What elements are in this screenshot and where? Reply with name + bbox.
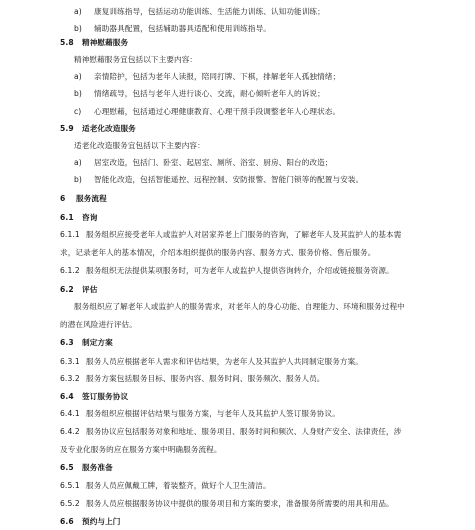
section-heading [60,517,120,527]
section-heading [60,463,113,473]
clause-text: 服务组织应根据评估结果与服务方案，与老年人及其监护人签订服务协议。 [86,409,340,418]
section-title: 精神慰藉服务 [82,38,129,47]
section-number: 6.3 [60,338,74,347]
section-title: 服务流程 [76,194,107,203]
continuation-text: 及专业化服务的应在服务方案中明确服务流程。 [60,445,222,454]
section-title: 制定方案 [82,338,113,347]
paragraph [74,55,197,65]
clause-text: 服务人员应佩戴工牌，着装整齐，做好个人卫生清洁。 [86,481,271,490]
section-number: 6.1 [60,213,74,222]
clause-text: 服务人员应根据服务协议中提供的服务项目和方案的要求，准备服务所需要的用具和用品。 [86,499,394,508]
paragraph-continuation [60,248,375,258]
clause [60,357,363,367]
list-item [74,175,363,185]
section-title: 预约与上门 [82,517,121,526]
clause [60,266,394,276]
clause-number: 6.3.1 [60,357,80,366]
section-number: 6.6 [60,517,74,526]
clause-number: 6.5.2 [60,499,80,508]
clause-number: 6.4.1 [60,409,80,418]
paragraph-continuation [60,445,222,455]
section-title: 评估 [82,285,98,294]
section-heading [60,285,97,295]
clause-number: 6.5.1 [60,481,80,490]
section-heading [60,38,128,48]
section-number: 5.8 [60,38,74,47]
continuation-text: 求，记录老年人的基本情况，介绍本组织提供的服务内容、服务方式、服务价格、售后服务。 [60,248,376,257]
clause-number: 6.3.2 [60,374,80,383]
list-item-text: 辅助器具配置，包括辅助器具适配和使用训练指导。 [94,24,271,33]
list-item-text: 智能化改造，包括智能遥控、远程控制、安防报警、智能门锁等的配置与安装。 [94,175,364,184]
list-item [74,24,271,34]
list-item-text: 康复训练指导，包括运动功能训练、生活能力训练、认知功能训练； [94,7,325,16]
section-heading [60,124,136,134]
clause-number: 6.4.2 [60,427,80,436]
section-number: 6.4 [60,392,74,401]
list-item [74,72,340,82]
list-item-text: 情绪疏导，包括与老年人进行谈心、交流，耐心倾听老年人的诉说； [94,89,325,98]
clause-number: 6.1.2 [60,266,80,275]
clause-number: 6.1.1 [60,230,80,239]
list-item [74,89,325,99]
section-title: 服务准备 [82,463,113,472]
list-marker: b) [74,175,82,184]
section-title: 适老化改造服务 [82,124,136,133]
paragraph-text: 精神慰藉服务宜包括以下主要内容： [74,55,198,64]
clause-text: 服务人员应根据老年人需求和评估结果，为老年人及其监护人共同制定服务方案。 [86,357,363,366]
list-marker: a) [74,158,82,167]
section-heading [60,194,107,204]
section-title: 签订服务协议 [82,392,129,401]
list-item [74,7,325,17]
list-marker: a) [74,72,82,81]
clause-text: 服务组织无法提供某项服务时，可为老年人或监护人提供咨询转介，介绍或链接服务资源。 [86,266,394,275]
section-number: 6.2 [60,285,74,294]
paragraph [74,302,405,312]
clause [60,230,401,240]
list-item-text: 居室改造，包括门、卧室、起居室、厕所、浴室、厨房、阳台的改造； [94,158,333,167]
section-number: 6 [60,194,66,203]
paragraph-continuation [60,320,137,330]
section-heading [60,213,97,223]
section-number: 6.5 [60,463,74,472]
clause [60,409,340,419]
list-item [74,158,333,168]
section-heading [60,392,128,402]
list-item-text: 心理慰藉，包括通过心理健康教育、心理干预手段调整老年人心理状态。 [94,107,341,116]
list-item-text: 亲情陪护，包括为老年人读报，陪同打牌、下棋，排解老年人孤独情绪； [94,72,341,81]
clause [60,374,325,384]
paragraph-text: 服务组织应了解老年人或监护人的服务需求，对老年人的身心功能、自理能力、环境和服务过程中 [74,302,405,311]
list-marker: b) [74,24,82,33]
clause [60,499,394,509]
list-marker: b) [74,89,82,98]
continuation-text: 的潜在风险进行评估。 [60,320,137,329]
clause [60,481,271,491]
clause-text: 服务组织应接受老年人或监护人对居家养老上门服务的咨询，了解老年人及其监护人的基本需 [86,230,402,239]
paragraph [74,141,205,151]
section-number: 5.9 [60,124,74,133]
clause-text: 服务方案包括服务目标、服务内容、服务时间、服务频次、服务人员。 [86,374,325,383]
list-item [74,107,340,117]
list-marker: a) [74,7,82,16]
section-title: 咨询 [82,213,98,222]
list-marker: c) [74,107,82,116]
clause-text: 服务协议应包括服务对象和地址、服务项目、服务时间和频次、人身财产安全、法律责任，涉 [86,427,402,436]
clause [60,427,401,437]
section-heading [60,338,113,348]
paragraph-text: 适老化改造服务宜包括以下主要内容： [74,141,205,150]
